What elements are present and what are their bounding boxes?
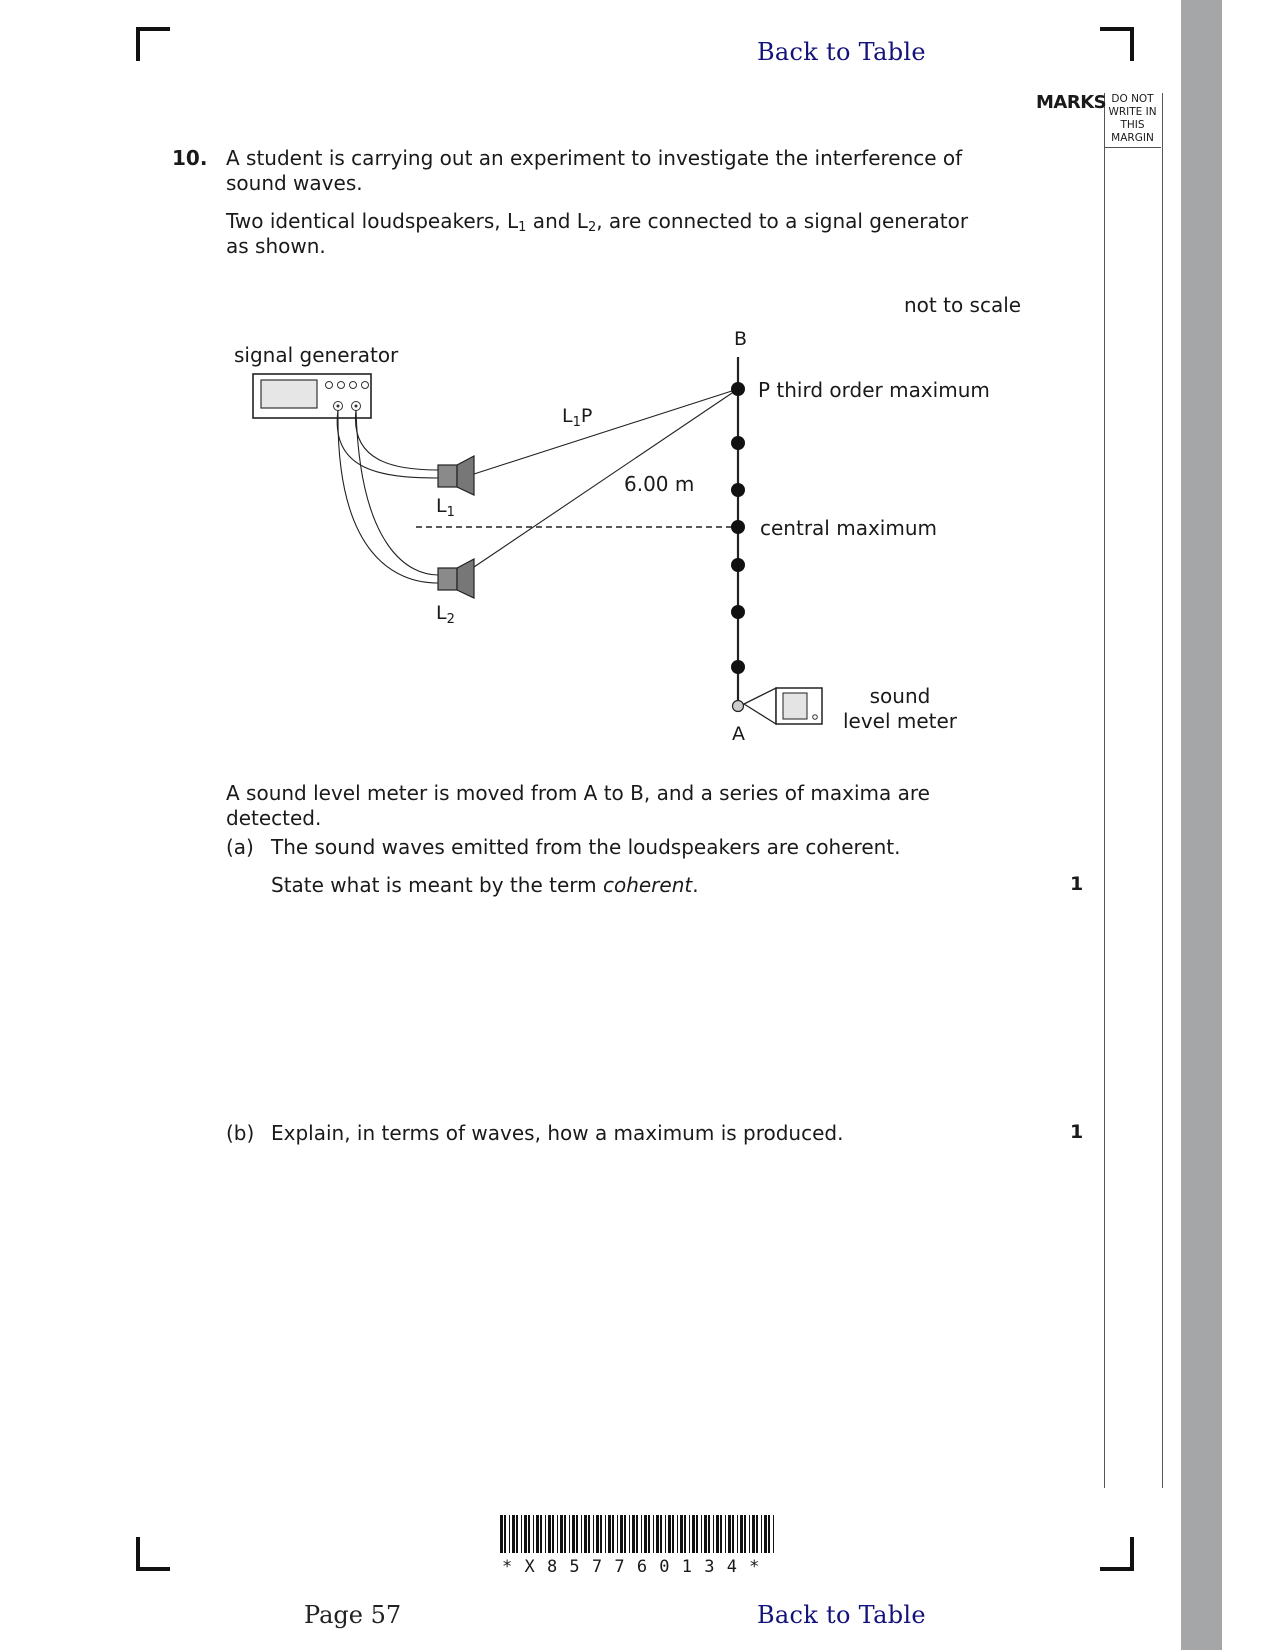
- crop-mark-bottom-left: [136, 1537, 170, 1571]
- barcode-bar: [648, 1515, 650, 1553]
- margin-line-3: THIS: [1120, 119, 1145, 131]
- barcode-bar: [584, 1515, 587, 1553]
- part-a-prompt-italic: coherent: [602, 873, 693, 897]
- crop-mark-bottom-right: [1100, 1537, 1134, 1571]
- l1-sub: 1: [446, 505, 455, 520]
- page-number: Page 57: [304, 1601, 402, 1629]
- barcode-bar: [560, 1515, 563, 1553]
- meter-label-line2: level meter: [842, 709, 958, 733]
- back-to-table-link-top[interactable]: Back to Table: [757, 38, 926, 66]
- maximum-point: [731, 436, 745, 450]
- maximum-point: [731, 660, 745, 674]
- barcode-bar: [576, 1515, 578, 1553]
- part-a-label: (a): [226, 835, 254, 859]
- barcode-bar: [720, 1515, 722, 1553]
- barcode-bar: [704, 1515, 707, 1553]
- setup-sub-1: 1: [518, 220, 527, 235]
- barcode-bar: [713, 1515, 714, 1553]
- point-b-label: B: [734, 328, 748, 350]
- barcode-bar: [737, 1515, 738, 1553]
- barcode-bar: [752, 1515, 755, 1553]
- part-a-text: The sound waves emitted from the loudspeakers are coherent.: [271, 835, 901, 859]
- maximum-point: [731, 605, 745, 619]
- question-number: 10.: [172, 146, 208, 170]
- barcode-bar: [536, 1515, 539, 1553]
- barcode-bar: [708, 1515, 710, 1553]
- maximum-point-central: [731, 520, 745, 534]
- loudspeaker-l2-icon: [438, 559, 474, 598]
- barcode-bar: [600, 1515, 602, 1553]
- barcode-bar: [677, 1515, 678, 1553]
- l2-sub: 2: [446, 612, 455, 627]
- movement-text: A sound level meter is moved from A to B, and a series of maxima are detected.: [226, 781, 930, 830]
- signal-generator-label: signal generator: [234, 343, 399, 367]
- l1-main: L: [436, 495, 447, 517]
- l1p-end: P: [580, 405, 593, 427]
- barcode-bar: [672, 1515, 674, 1553]
- barcode-bar: [612, 1515, 614, 1553]
- barcode-bar: [521, 1515, 522, 1553]
- barcode-bar: [689, 1515, 690, 1553]
- path-l2-p: [474, 389, 738, 567]
- barcode-bar: [756, 1515, 758, 1553]
- barcode-bar: [660, 1515, 662, 1553]
- meter-label-line1: sound: [869, 684, 931, 708]
- barcode-bar: [540, 1515, 542, 1553]
- barcode-bar: [773, 1515, 774, 1553]
- margin-line-4: MARGIN: [1111, 132, 1154, 144]
- barcode-bar: [716, 1515, 719, 1553]
- barcode-bar: [761, 1515, 762, 1553]
- central-maximum-label: central maximum: [760, 516, 937, 540]
- barcode-bar: [665, 1515, 666, 1553]
- l2-main: L: [436, 602, 447, 624]
- back-to-table-link-bottom[interactable]: Back to Table: [757, 1601, 926, 1629]
- barcode-bar: [581, 1515, 582, 1553]
- barcode-bar: [644, 1515, 647, 1553]
- question-intro: A student is carrying out an experiment to investigate the interference of sound waves.: [226, 146, 963, 195]
- barcode-bar: [740, 1515, 743, 1553]
- barcode-bar: [629, 1515, 630, 1553]
- barcode-bar: [701, 1515, 702, 1553]
- barcode-bar: [744, 1515, 746, 1553]
- barcode-bar: [564, 1515, 566, 1553]
- setup-sub-2: 2: [587, 220, 597, 235]
- barcode-bar: [533, 1515, 534, 1553]
- distance-label: 6.00 m: [624, 472, 695, 496]
- path-l1-p: [474, 389, 738, 474]
- barcode-bar: [512, 1515, 515, 1553]
- setup-text-3: , are connected to a signal generator as shown.: [226, 209, 969, 258]
- barcode-bar: [504, 1515, 506, 1553]
- barcode-bar: [500, 1515, 503, 1553]
- barcode-bar: [569, 1515, 570, 1553]
- signal-generator-icon: [253, 374, 371, 418]
- barcode-bar: [732, 1515, 734, 1553]
- part-a-marks: 1: [1070, 873, 1084, 895]
- barcode-bar: [596, 1515, 599, 1553]
- marks-label: MARKS: [1036, 92, 1107, 113]
- barcode-bar: [656, 1515, 659, 1553]
- barcode-bar: [641, 1515, 642, 1553]
- part-b-answer-area[interactable]: [271, 1155, 1051, 1475]
- barcode-bar: [692, 1515, 695, 1553]
- barcode-bar: [516, 1515, 518, 1553]
- part-a-prompt-1: State what is meant by the term: [271, 873, 603, 897]
- barcode-bar: [528, 1515, 530, 1553]
- barcode-bar: [548, 1515, 551, 1553]
- point-a-label: A: [732, 723, 745, 745]
- maximum-point-p: [731, 382, 745, 396]
- barcode-bar: [557, 1515, 558, 1553]
- barcode-bar: [620, 1515, 623, 1553]
- barcode-bar: [632, 1515, 635, 1553]
- margin-line-2: WRITE IN: [1108, 106, 1157, 118]
- barcode-bar: [764, 1515, 767, 1553]
- barcode-bar: [696, 1515, 698, 1553]
- setup-text-2: and L: [526, 209, 588, 233]
- barcode-bar: [684, 1515, 686, 1553]
- sound-level-meter-icon: [733, 688, 823, 724]
- barcode-bar: [653, 1515, 654, 1553]
- barcode-bar: [605, 1515, 606, 1553]
- barcode-bar: [608, 1515, 611, 1553]
- l1p-label: [562, 405, 592, 430]
- loudspeaker-l1-icon: [438, 456, 474, 495]
- l2-label: [436, 602, 455, 627]
- part-a-answer-area[interactable]: [271, 905, 1051, 1105]
- maximum-point: [731, 483, 745, 497]
- part-a-prompt-2: .: [692, 873, 699, 897]
- barcode-bar: [617, 1515, 618, 1553]
- l1p-sub: 1: [572, 415, 581, 430]
- barcode-bar: [725, 1515, 726, 1553]
- barcode: [498, 1515, 778, 1553]
- barcode-bar: [524, 1515, 527, 1553]
- maximum-point: [731, 558, 745, 572]
- barcode-text: * X 8 5 7 7 6 0 1 3 4 *: [502, 1557, 761, 1577]
- barcode-bar: [728, 1515, 731, 1553]
- part-a-prompt: [271, 873, 699, 898]
- barcode-bar: [593, 1515, 594, 1553]
- barcode-bar: [552, 1515, 554, 1553]
- barcode-bar: [588, 1515, 590, 1553]
- point-p-label: P third order maximum: [758, 378, 990, 402]
- part-b-text: Explain, in terms of waves, how a maximum is produced.: [271, 1121, 844, 1145]
- barcode-bar: [572, 1515, 575, 1553]
- barcode-bar: [668, 1515, 671, 1553]
- barcode-bar: [768, 1515, 770, 1553]
- interference-diagram: [0, 0, 1275, 760]
- barcode-bar: [509, 1515, 510, 1553]
- not-to-scale-label: not to scale: [904, 293, 1022, 317]
- l1-label: [436, 495, 455, 520]
- barcode-bar: [636, 1515, 638, 1553]
- part-b-label: (b): [226, 1121, 255, 1145]
- barcode-bar: [680, 1515, 683, 1553]
- setup-text-1: Two identical loudspeakers, L: [226, 209, 519, 233]
- barcode-bar: [624, 1515, 626, 1553]
- margin-line-1: DO NOT: [1111, 93, 1154, 105]
- connecting-wires: [337, 410, 438, 583]
- barcode-bar: [545, 1515, 546, 1553]
- barcode-bar: [749, 1515, 750, 1553]
- l1p-main: L: [562, 405, 573, 427]
- part-b-marks: 1: [1070, 1121, 1084, 1143]
